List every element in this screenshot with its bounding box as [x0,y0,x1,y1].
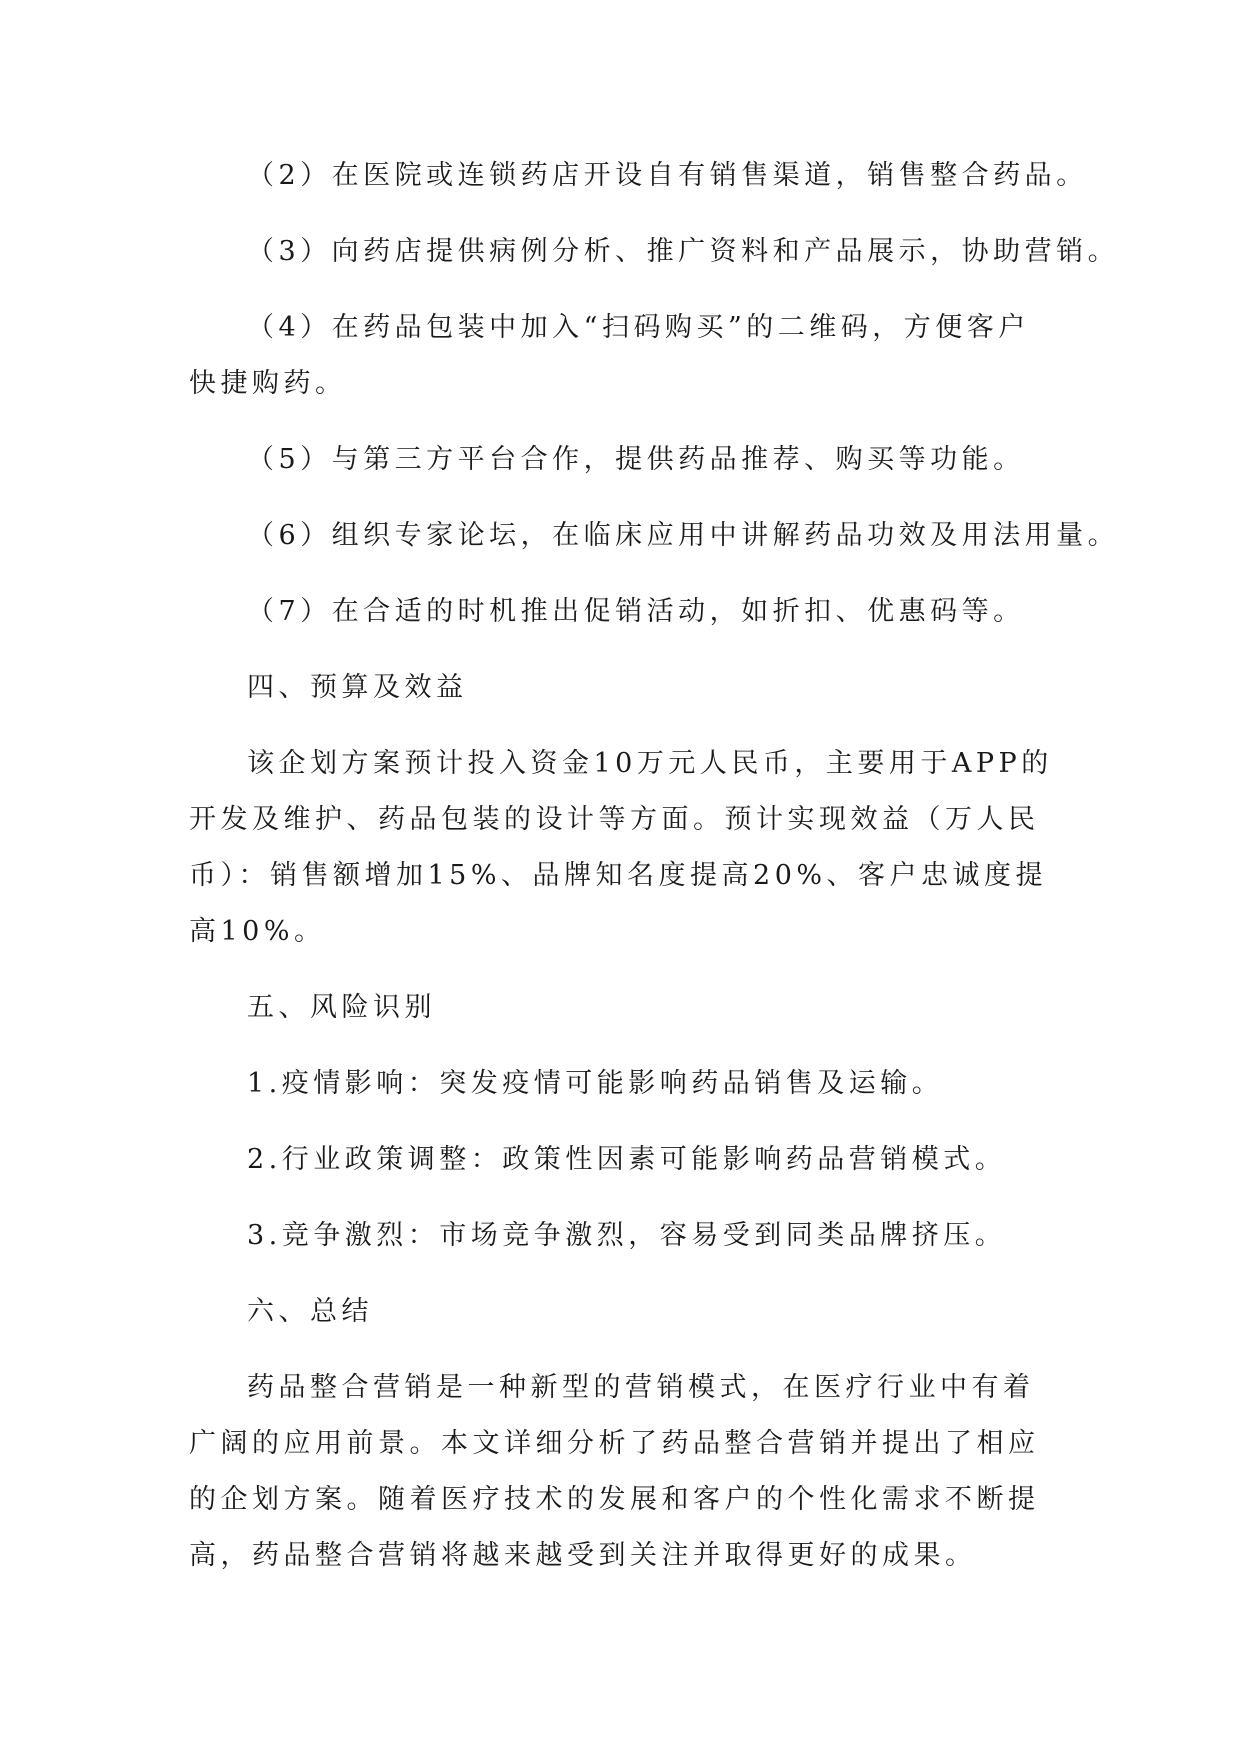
paragraph-strategy-6: （6）组织专家论坛，在临床应用中讲解药品功效及用法用量。 [247,520,1120,551]
document-body [189,148,1120,1584]
risk-item-1: 1.疫情影响：突发疫情可能影响药品销售及运输。 [247,1068,944,1099]
risk-item-3: 3.竞争激烈：市场竞争激烈，容易受到同类品牌挤压。 [247,1220,1007,1251]
paragraph-summary: 药品整合营销是一种新型的营销模式，在医疗行业中有着广阔的应用前景。本文详细分析了药品整合营销并提出了相应的企划方案。随着医疗技术的发展和客户的个性化需求不断提高，药品整合营销将越来越受到关注并取得更好的成果。 [189,1372,1040,1571]
paragraph-strategy-5: （5）与第三方平台合作，提供药品推荐、购买等功能。 [247,444,1025,475]
risk-item-2: 2.行业政策调整：政策性因素可能影响药品营销模式。 [247,1144,1007,1175]
paragraph-strategy-7: （7）在合适的时机推出促销活动，如折扣、优惠码等。 [247,596,1025,627]
section-heading-risk: 五、风险识别 [247,992,436,1023]
section-heading-budget: 四、预算及效益 [247,672,468,703]
paragraph-budget: 该企划方案预计投入资金10万元人民币，主要用于APP的开发及维护、药品包装的设计等方面。预计实现效益（万人民币）：销售额增加15%、品牌知名度提高20%、客户忠诚度提高10%。 [189,748,1053,947]
paragraph-strategy-4: （4）在药品包装中加入“扫码购买”的二维码，方便客户快捷购药。 [189,312,1030,399]
paragraph-strategy-2: （2）在医院或连锁药店开设自有销售渠道，销售整合药品。 [247,160,1088,191]
paragraph-strategy-3: （3）向药店提供病例分析、推广资料和产品展示，协助营销。 [247,236,1120,267]
section-heading-summary: 六、总结 [247,1296,373,1327]
